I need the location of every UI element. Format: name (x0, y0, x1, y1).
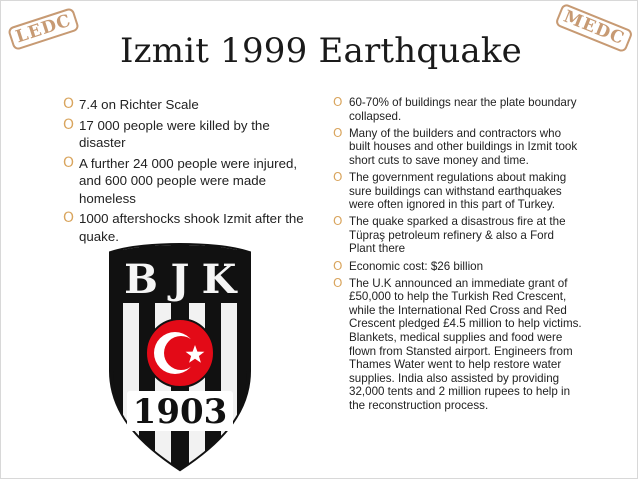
list-item (333, 96, 583, 123)
list-item (333, 215, 583, 256)
bullet-marker-icon: O (333, 125, 343, 140)
crest-letter-j: J (170, 256, 190, 303)
bullet-text: 7.4 on Richter Scale (79, 97, 199, 112)
bullet-text: A further 24 000 people were injured, and 600 000 people were made homeless (79, 155, 298, 206)
besiktas-crest-logo (105, 241, 255, 473)
list-item (333, 277, 583, 413)
bullet-marker-icon: O (333, 275, 343, 290)
list-item (333, 171, 583, 212)
list-item (333, 260, 583, 274)
medc-stamp: MEDC (554, 3, 634, 54)
page-title: Izmit 1999 Earthquake (119, 31, 523, 71)
bullet-text: 17 000 people were killed by the disaster (79, 117, 270, 150)
bullet-marker-icon: O (333, 95, 343, 109)
bullet-marker-icon: O (63, 154, 75, 171)
bullet-marker-icon: O (333, 214, 343, 229)
crest-year: 1903 (132, 392, 228, 432)
bullet-text: The U.K announced an immediate grant of £50,000 to help the Turkish Red Crescent, while the International Red Cross and Red Crescent pledged £4.5 million to help victims. Blankets, medical supplies and food were flown from Stansted airport. Engineers from Thames Water went to help restore water supplies. India also assisted by providing 32,000 tents and 2 million rupees to help in the reconstruction process. (349, 276, 582, 412)
left-bullet-list (63, 96, 308, 248)
bullet-marker-icon: O (63, 96, 75, 112)
bullet-marker-icon: O (333, 258, 343, 273)
list-item (63, 117, 308, 152)
bullet-text: The government regulations about making sure buildings can withstand earthquakes were often ignored in this part of Turkey. (349, 170, 567, 212)
crest-letter-b: B (124, 256, 158, 303)
list-item (63, 210, 308, 245)
list-item (333, 127, 583, 168)
bullet-text: Economic cost: $26 billion (349, 259, 484, 273)
bullet-text: 60-70% of buildings near the plate boundary collapsed. (349, 96, 577, 123)
bullet-marker-icon: O (63, 116, 75, 133)
list-item (63, 96, 308, 114)
bullet-marker-icon: O (63, 210, 75, 226)
bullet-text: The quake sparked a disastrous fire at the Tüpraş petroleum refinery & also a Ford Plant there (349, 215, 566, 256)
bullet-text: Many of the builders and contractors who built houses and other buildings in Izmit took short cuts to save money and time. (349, 126, 578, 167)
crest-letter-k: K (201, 256, 237, 303)
bullet-marker-icon: O (333, 169, 343, 184)
ledc-stamp: LEDC (7, 7, 80, 51)
bullet-text: 1000 aftershocks shook Izmit after the quake. (79, 211, 304, 244)
right-bullet-list (333, 96, 583, 416)
list-item (63, 155, 308, 208)
